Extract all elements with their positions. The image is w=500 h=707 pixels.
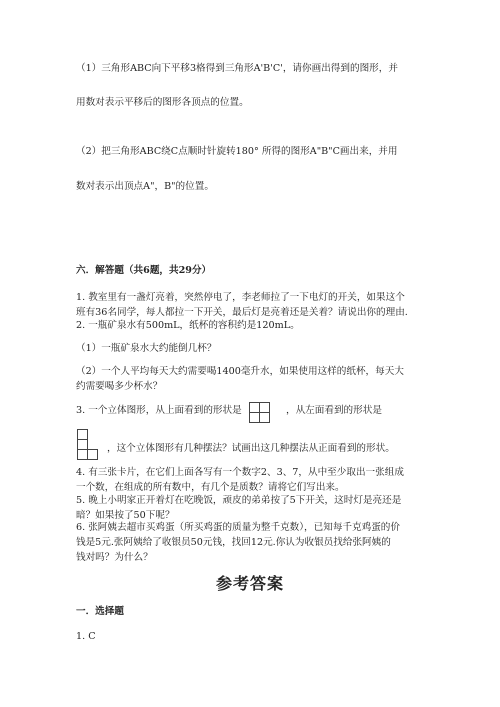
- question-2-intro: 2. 一瓶矿泉水有500mL，纸杯的容积约是120mL。: [76, 320, 300, 331]
- q5-line1: 5. 晚上小明家正开着灯在吃晚饭，顽皮的弟弟按了5下开关，这时灯是亮还是: [76, 495, 402, 506]
- q5-part1-line2: 用数对表示平移后的图形各顶点的位置。: [76, 97, 249, 108]
- answers-section1-heading: 一．选择题: [76, 606, 124, 617]
- q3-part2: ，从左面看到的形状是: [286, 405, 382, 416]
- left-view-figure: [77, 429, 99, 462]
- question-2-sub1: （1）一瓶矿泉水大约能倒几杯？: [76, 343, 217, 354]
- q4-line1: 4. 有三张卡片，在它们上面各写有一个数字2、3、7，从中至少取出一张组成: [76, 467, 404, 478]
- q5-part2-line2: 数对表示出顶点A"，B"的位置。: [76, 181, 214, 192]
- q5-part1-line1: （1）三角形ABC向下平移3格得到三角形A'B'C'，请你画出得到的图形，并: [76, 63, 398, 74]
- top-view-figure: [249, 402, 271, 424]
- q6-line1: 6. 张阿姨去超市买鸡蛋（所买鸡蛋的质量为整千克数），已知每千克鸡蛋的价: [76, 522, 400, 533]
- answers-title: 参考答案: [215, 574, 284, 593]
- question-2-sub2: [76, 364, 431, 394]
- answer-1: 1. C: [76, 631, 96, 642]
- q1-line1: 1. 教室里有一盏灯亮着，突然停电了，李老师拉了一下电灯的开关，如果这个: [76, 292, 405, 303]
- q3-part3-wrap: [107, 441, 437, 456]
- left-view-cell-4: [87, 449, 98, 460]
- q3-part2-wrap: [286, 403, 426, 418]
- q5-part2-line1: （2）把三角形ABC绕C点顺时针旋转180° 所得的图形A"B"C画出来，并用: [76, 146, 398, 157]
- q5-part2-cont: [76, 179, 431, 194]
- q2-sub2-line2: 约需要喝多少杯水？: [76, 381, 163, 392]
- question-5: [76, 493, 431, 523]
- q4-line2: 一个数，在组成的所有数中，有几个是质数？请将它们写出来。: [76, 482, 345, 493]
- top-view-cell-4: [259, 412, 270, 423]
- q2-sub2-line1: （2）一个人平均每天大约需要喝1400毫升水，如果使用这样的纸杯，每天大: [76, 366, 404, 377]
- question-1: [76, 290, 431, 320]
- section6-heading: 六．解答题（共6题，共29分）: [76, 265, 212, 276]
- q1-line2: 班有36名同学，每人都拉一下开关，最后灯是亮着还是关着？请说出你的理由.: [76, 307, 408, 318]
- q5-part2: [76, 144, 431, 159]
- q3-part3: ，这个立体图形有几种摆法？试画出这几种摆法从正面看到的形状。: [107, 443, 395, 454]
- q5-part1: [76, 61, 431, 76]
- q5-line2: 暗？如果按了50下呢？: [76, 510, 175, 521]
- q3-part1: 3. 一个立体图形，从上面看到的形状是: [76, 405, 242, 416]
- q5-part1-cont: [76, 95, 431, 110]
- question-4: [76, 465, 431, 495]
- q6-line2: 钱是5元.张阿姨给了收银员50元钱，找回12元.你认为收银员找给张阿姨的: [76, 537, 391, 548]
- q6-line3: 钱对吗？为什么？: [76, 552, 153, 563]
- question-6: [76, 520, 431, 565]
